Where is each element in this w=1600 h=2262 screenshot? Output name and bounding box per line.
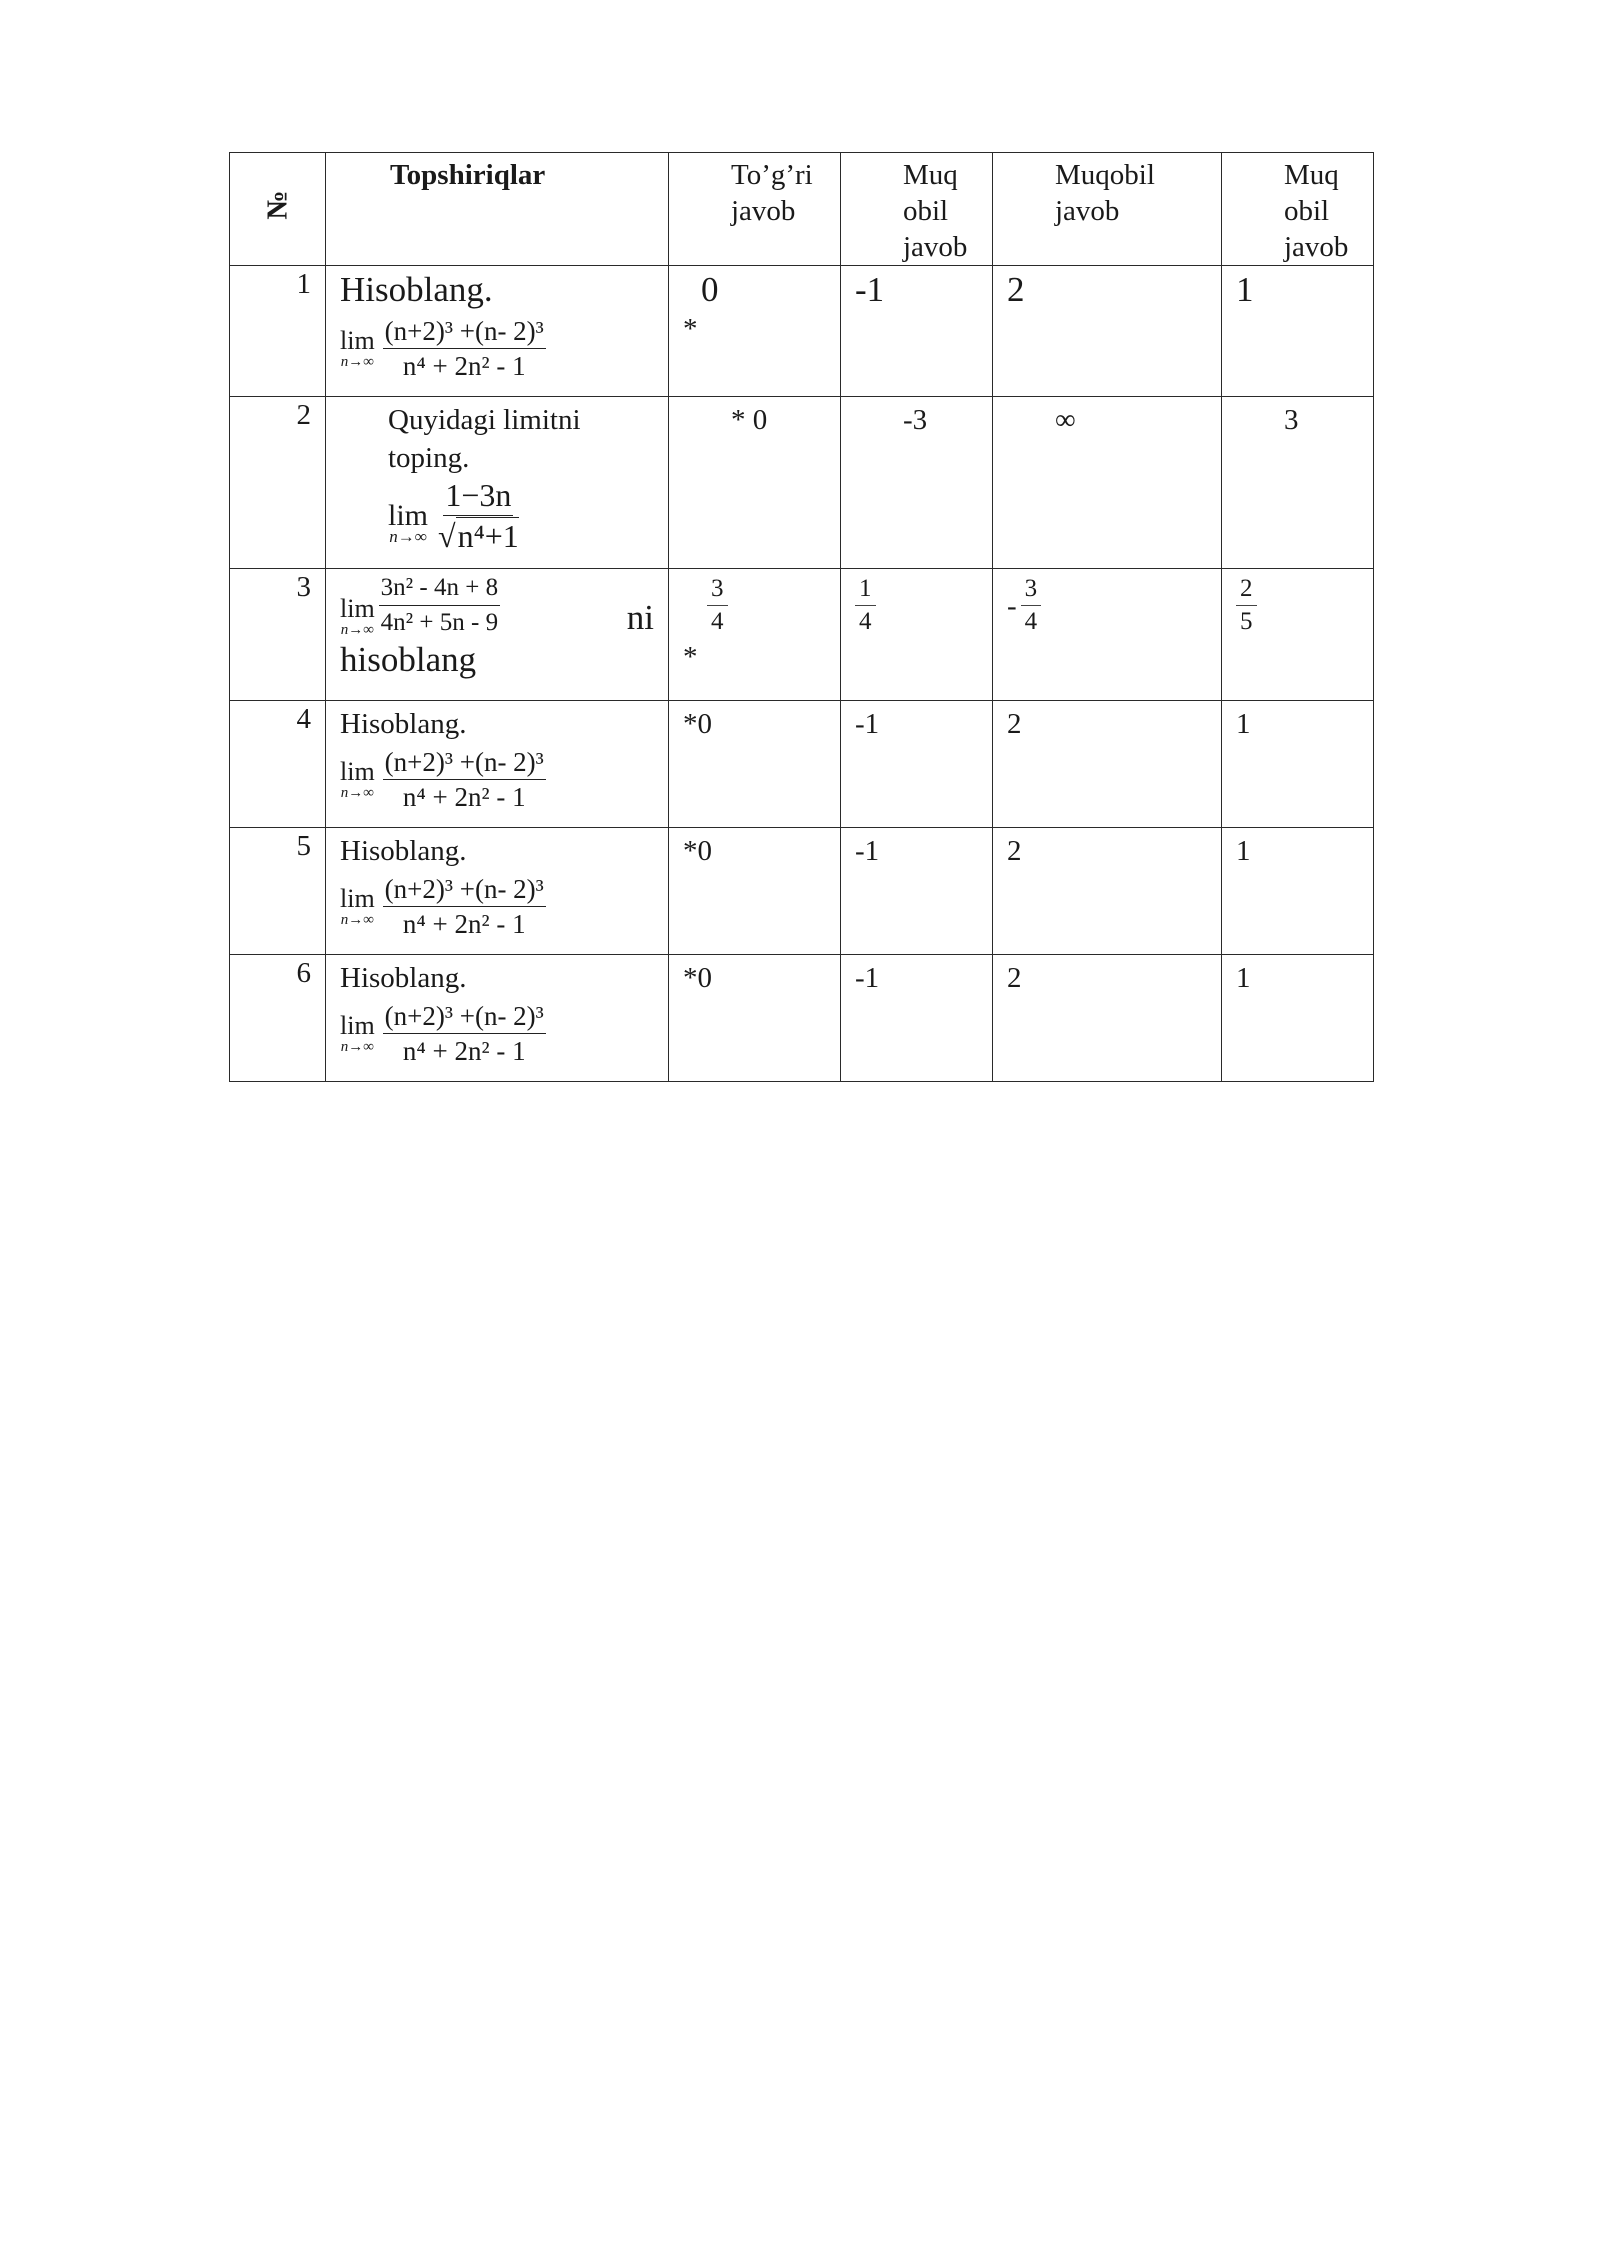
task-cell [326,569,669,701]
lim-subscript: n→∞ [340,911,374,928]
alt-answer-2: 2 [993,828,1222,955]
correct-answer: *0 [669,701,841,828]
header-alt3: Muq obil javob [1222,153,1374,266]
correct-mark: * [683,313,698,345]
test-table [229,152,1374,1082]
header-correct: To’g’ri javob [669,153,841,266]
correct-answer: *0 [669,828,841,955]
header-alt1: Muq obil javob [841,153,993,266]
task-text: hisoblang [340,640,477,679]
lim-subscript: n→∞ [340,353,374,370]
table-row [230,955,1374,1082]
row-number: 4 [230,701,326,828]
formula-denominator: n⁴+1 [457,518,519,554]
alt-answer-1: $\frac{1}{4}$ [841,569,993,701]
alt-answer-3: 3 [1222,397,1374,569]
lim-subscript: n→∞ [340,784,374,801]
task-text: Quyidagi limitni toping. [388,404,581,474]
lim-label: lim [340,883,375,913]
formula-denominator: n⁴ + 2n² - 1 [402,1036,526,1066]
limit-formula [340,874,668,939]
formula-denominator: n⁴ + 2n² - 1 [402,782,526,812]
alt-answer-3: 1 [1222,266,1374,397]
formula-numerator: 1−3n [443,477,513,516]
limit-formula [340,573,668,638]
correct-mark: * [683,641,698,673]
lim-label: lim [340,325,375,355]
task-text: Hisoblang. [340,708,467,740]
task-cell [326,828,669,955]
formula-suffix: ni [626,598,654,637]
lim-label: lim [340,594,375,623]
alt-answer-2: - $\frac{3}{4}$ [993,569,1222,701]
alt-answer-3: 1 [1222,701,1374,828]
lim-subscript: n→∞ [340,622,374,638]
alt-answer-1: -1 [841,701,993,828]
correct-answer: $\frac{3}{4}$ * [669,569,841,701]
alt-answer-2: 2 [993,955,1222,1082]
task-cell [326,701,669,828]
alt-answer-1: -1 [841,828,993,955]
task-text: Hisoblang. [340,962,467,994]
task-text: Hisoblang. [340,270,493,309]
correct-value: 0 [701,270,719,309]
lim-label: lim [340,1010,375,1040]
lim-subscript: n→∞ [340,1038,374,1055]
row-number: 3 [230,569,326,701]
alt-answer-1: -3 [841,397,993,569]
task-text: Hisoblang. [340,835,467,867]
header-alt2: Muqobil javob [993,153,1222,266]
table-row [230,266,1374,397]
table-row [230,397,1374,569]
header-tasks: Topshiriqlar [326,153,669,266]
table-row [230,701,1374,828]
alt-answer-1: -1 [841,266,993,397]
row-number: 1 [230,266,326,397]
formula-numerator: (n+2)³ +(n- 2)³ [383,1001,546,1034]
formula-denominator: 4n² + 5n - 9 [380,609,499,636]
alt-answer-2: 2 [993,701,1222,828]
formula-numerator: (n+2)³ +(n- 2)³ [383,747,546,780]
limit-formula: lim n→∞ $\frac{1-3n}{\text{√n⁴+1}}$ [388,477,519,554]
lim-label: lim [388,498,429,532]
formula-denominator: n⁴ + 2n² - 1 [402,351,526,381]
row-number: 2 [230,397,326,569]
table-header-row [230,153,1374,266]
alt-answer-3: $\frac{2}{5}$ [1222,569,1374,701]
correct-answer: * 0 [669,397,841,569]
alt-answer-2: ∞ [993,397,1222,569]
table-row [230,828,1374,955]
task-cell [326,955,669,1082]
limit-formula [340,1001,668,1066]
formula-numerator: 3n² - 4n + 8 [379,573,500,606]
limit-formula [340,316,668,381]
formula-numerator: (n+2)³ +(n- 2)³ [383,316,546,349]
alt-answer-3: 1 [1222,828,1374,955]
lim-subscript: n→∞ [389,526,427,546]
header-number: № [230,153,326,266]
alt-answer-2: 2 [993,266,1222,397]
correct-answer: *0 [669,955,841,1082]
limit-formula [340,747,668,812]
alt-answer-3: 1 [1222,955,1374,1082]
alt-answer-1: -1 [841,955,993,1082]
table-row [230,569,1374,701]
task-cell [326,397,669,569]
correct-answer [669,266,841,397]
lim-label: lim [340,756,375,786]
task-cell [326,266,669,397]
formula-numerator: (n+2)³ +(n- 2)³ [383,874,546,907]
formula-denominator: n⁴ + 2n² - 1 [402,909,526,939]
row-number: 5 [230,828,326,955]
row-number: 6 [230,955,326,1082]
